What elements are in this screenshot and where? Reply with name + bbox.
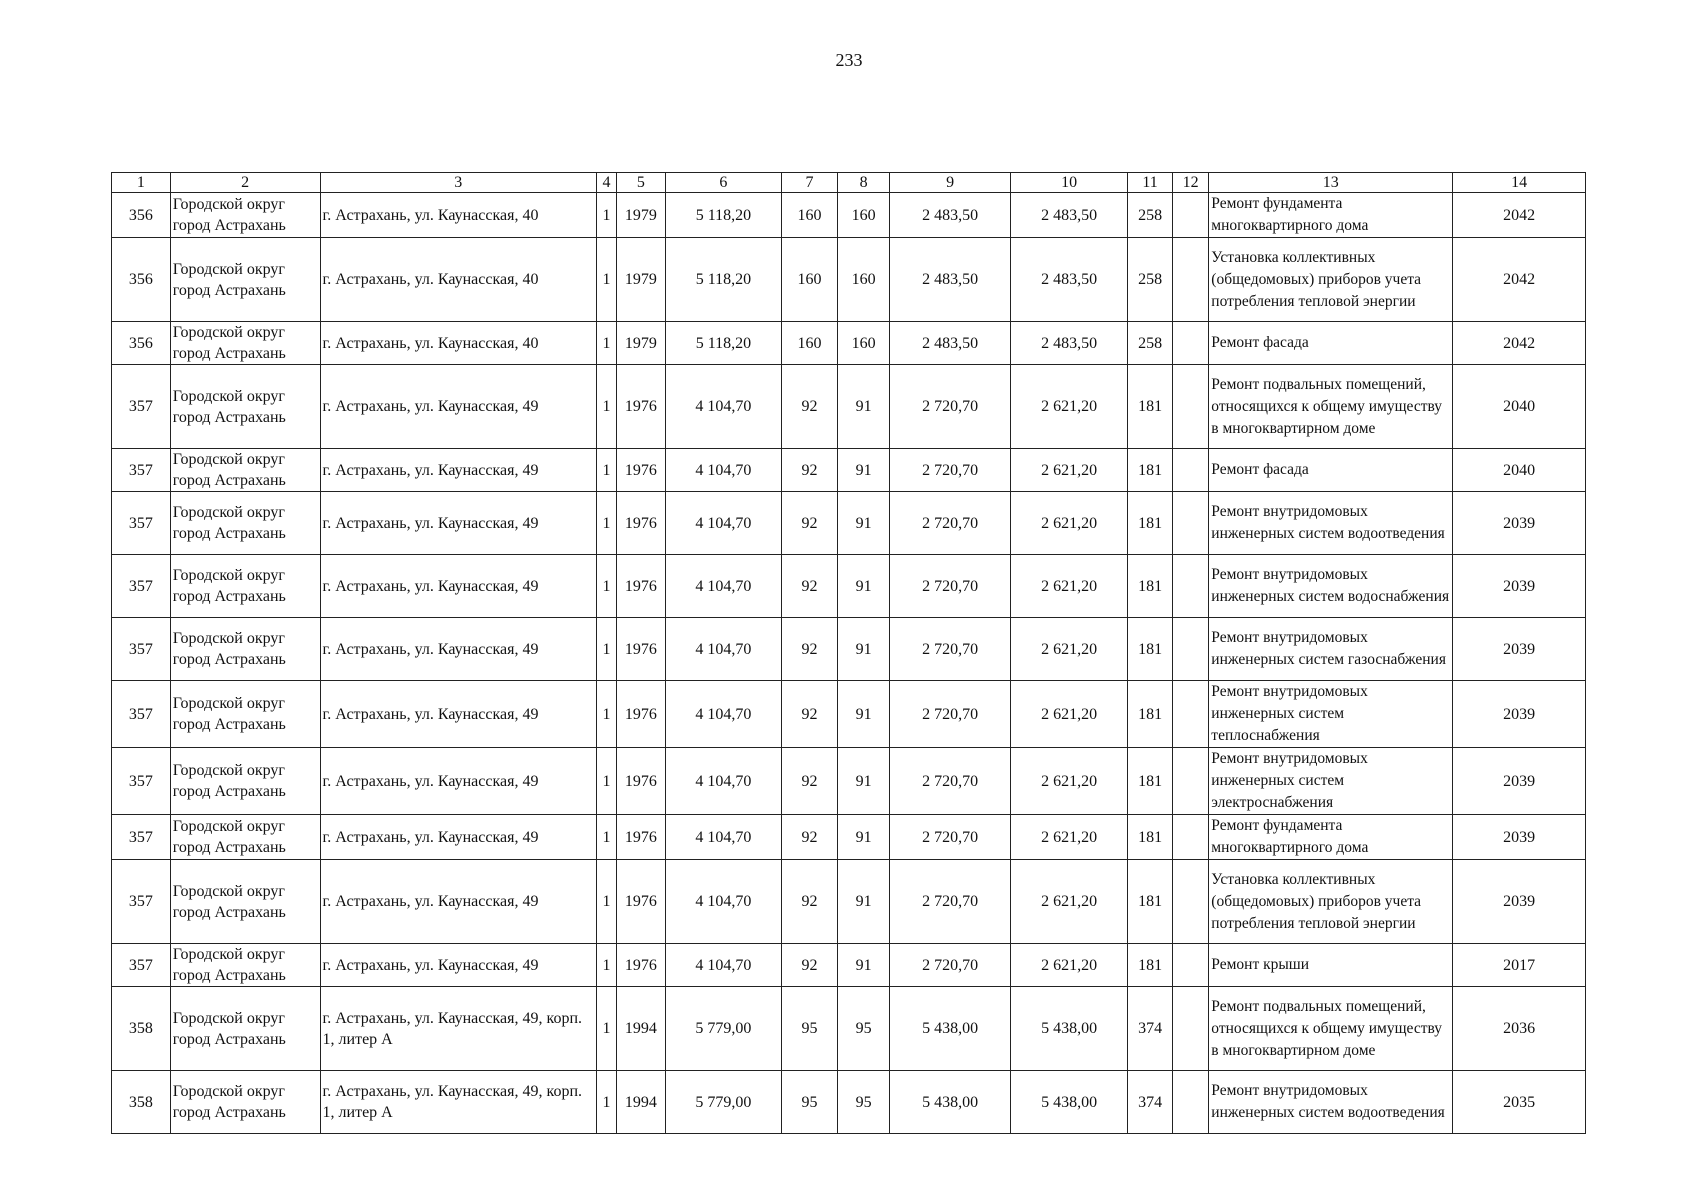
cell-district: Городской округ город Астрахань bbox=[170, 815, 320, 860]
cell-year-built: 1976 bbox=[617, 944, 666, 987]
cell-col-4: 1 bbox=[596, 492, 616, 555]
cell-area-10: 2 621,20 bbox=[1010, 748, 1127, 815]
cell-col-7: 160 bbox=[782, 238, 838, 322]
cell-residential-area: 2 720,70 bbox=[890, 365, 1010, 449]
cell-col-4: 1 bbox=[596, 618, 616, 681]
cell-planned-year: 2042 bbox=[1453, 193, 1586, 238]
cell-col-12 bbox=[1172, 322, 1208, 365]
cell-address: г. Астрахань, ул. Каунасская, 49 bbox=[320, 618, 596, 681]
cell-col-12 bbox=[1172, 193, 1208, 238]
cell-col-8: 160 bbox=[837, 322, 890, 365]
cell-col-8: 91 bbox=[837, 449, 890, 492]
cell-col-8: 95 bbox=[837, 1071, 890, 1134]
cell-residential-area: 2 720,70 bbox=[890, 449, 1010, 492]
cell-col-4: 1 bbox=[596, 748, 616, 815]
cell-work-type: Ремонт внутридомовых инженерных систем водоснабжения bbox=[1209, 555, 1453, 618]
cell-col-7: 160 bbox=[782, 322, 838, 365]
cell-col-12 bbox=[1172, 618, 1208, 681]
cell-address: г. Астрахань, ул. Каунасская, 49 bbox=[320, 681, 596, 748]
cell-row-number: 357 bbox=[112, 944, 171, 987]
cell-col-8: 91 bbox=[837, 944, 890, 987]
cell-address: г. Астрахань, ул. Каунасская, 49 bbox=[320, 944, 596, 987]
cell-col-12 bbox=[1172, 815, 1208, 860]
cell-area-10: 2 621,20 bbox=[1010, 555, 1127, 618]
cell-area-10: 2 621,20 bbox=[1010, 860, 1127, 944]
cell-address: г. Астрахань, ул. Каунасская, 40 bbox=[320, 193, 596, 238]
table-row bbox=[112, 555, 1586, 618]
cell-planned-year: 2039 bbox=[1453, 492, 1586, 555]
cell-col-7: 92 bbox=[782, 555, 838, 618]
cell-district: Городской округ город Астрахань bbox=[170, 681, 320, 748]
column-header-13: 13 bbox=[1209, 173, 1453, 193]
cell-area-10: 2 483,50 bbox=[1010, 193, 1127, 238]
cell-address: г. Астрахань, ул. Каунасская, 49 bbox=[320, 555, 596, 618]
cell-address: г. Астрахань, ул. Каунасская, 49 bbox=[320, 815, 596, 860]
cell-address: г. Астрахань, ул. Каунасская, 40 bbox=[320, 322, 596, 365]
cell-col-8: 91 bbox=[837, 555, 890, 618]
cell-col-4: 1 bbox=[596, 449, 616, 492]
cell-year-built: 1994 bbox=[617, 987, 666, 1071]
cell-planned-year: 2039 bbox=[1453, 860, 1586, 944]
table-row bbox=[112, 987, 1586, 1071]
table-row bbox=[112, 492, 1586, 555]
column-header-14: 14 bbox=[1453, 173, 1586, 193]
table-row bbox=[112, 681, 1586, 748]
cell-address: г. Астрахань, ул. Каунасская, 49, корп. 1, литер А bbox=[320, 987, 596, 1071]
table-row bbox=[112, 322, 1586, 365]
cell-address: г. Астрахань, ул. Каунасская, 49, корп. 1, литер А bbox=[320, 1071, 596, 1134]
cell-row-number: 357 bbox=[112, 748, 171, 815]
cell-total-area: 4 104,70 bbox=[665, 944, 781, 987]
cell-residents: 181 bbox=[1128, 748, 1173, 815]
table-row bbox=[112, 860, 1586, 944]
cell-work-type: Ремонт внутридомовых инженерных систем водоотведения bbox=[1209, 1071, 1453, 1134]
cell-year-built: 1976 bbox=[617, 681, 666, 748]
cell-year-built: 1976 bbox=[617, 748, 666, 815]
cell-col-8: 91 bbox=[837, 748, 890, 815]
cell-col-4: 1 bbox=[596, 238, 616, 322]
cell-residential-area: 2 720,70 bbox=[890, 681, 1010, 748]
cell-district: Городской округ город Астрахань bbox=[170, 238, 320, 322]
cell-planned-year: 2039 bbox=[1453, 555, 1586, 618]
cell-row-number: 357 bbox=[112, 815, 171, 860]
cell-total-area: 4 104,70 bbox=[665, 555, 781, 618]
cell-total-area: 4 104,70 bbox=[665, 815, 781, 860]
cell-col-4: 1 bbox=[596, 365, 616, 449]
cell-row-number: 356 bbox=[112, 238, 171, 322]
cell-planned-year: 2039 bbox=[1453, 815, 1586, 860]
cell-col-8: 91 bbox=[837, 860, 890, 944]
cell-residents: 181 bbox=[1128, 618, 1173, 681]
cell-district: Городской округ город Астрахань bbox=[170, 1071, 320, 1134]
cell-district: Городской округ город Астрахань bbox=[170, 449, 320, 492]
cell-col-4: 1 bbox=[596, 815, 616, 860]
cell-residential-area: 2 720,70 bbox=[890, 555, 1010, 618]
cell-col-12 bbox=[1172, 1071, 1208, 1134]
cell-row-number: 358 bbox=[112, 987, 171, 1071]
cell-residential-area: 2 720,70 bbox=[890, 944, 1010, 987]
column-header-7: 7 bbox=[782, 173, 838, 193]
cell-col-7: 92 bbox=[782, 681, 838, 748]
cell-col-7: 160 bbox=[782, 193, 838, 238]
cell-area-10: 2 483,50 bbox=[1010, 322, 1127, 365]
cell-col-12 bbox=[1172, 681, 1208, 748]
table-row bbox=[112, 618, 1586, 681]
cell-row-number: 357 bbox=[112, 860, 171, 944]
cell-year-built: 1976 bbox=[617, 555, 666, 618]
column-header-3: 3 bbox=[320, 173, 596, 193]
cell-total-area: 5 118,20 bbox=[665, 238, 781, 322]
cell-col-8: 91 bbox=[837, 492, 890, 555]
table-row bbox=[112, 1071, 1586, 1134]
table-row bbox=[112, 238, 1586, 322]
cell-area-10: 2 621,20 bbox=[1010, 944, 1127, 987]
cell-district: Городской округ город Астрахань bbox=[170, 618, 320, 681]
cell-col-4: 1 bbox=[596, 681, 616, 748]
cell-work-type: Ремонт внутридомовых инженерных систем водоотведения bbox=[1209, 492, 1453, 555]
table-row bbox=[112, 815, 1586, 860]
cell-residential-area: 2 483,50 bbox=[890, 193, 1010, 238]
cell-residential-area: 2 720,70 bbox=[890, 815, 1010, 860]
cell-planned-year: 2035 bbox=[1453, 1071, 1586, 1134]
cell-year-built: 1976 bbox=[617, 618, 666, 681]
cell-address: г. Астрахань, ул. Каунасская, 40 bbox=[320, 238, 596, 322]
cell-row-number: 357 bbox=[112, 449, 171, 492]
cell-col-4: 1 bbox=[596, 860, 616, 944]
cell-district: Городской округ город Астрахань bbox=[170, 944, 320, 987]
cell-area-10: 2 621,20 bbox=[1010, 618, 1127, 681]
column-header-11: 11 bbox=[1128, 173, 1173, 193]
cell-row-number: 357 bbox=[112, 365, 171, 449]
cell-total-area: 4 104,70 bbox=[665, 748, 781, 815]
cell-col-7: 92 bbox=[782, 748, 838, 815]
cell-address: г. Астрахань, ул. Каунасская, 49 bbox=[320, 365, 596, 449]
column-header-6: 6 bbox=[665, 173, 781, 193]
cell-total-area: 5 779,00 bbox=[665, 987, 781, 1071]
cell-residential-area: 5 438,00 bbox=[890, 987, 1010, 1071]
cell-col-12 bbox=[1172, 238, 1208, 322]
cell-planned-year: 2017 bbox=[1453, 944, 1586, 987]
cell-total-area: 4 104,70 bbox=[665, 449, 781, 492]
cell-work-type: Ремонт фасада bbox=[1209, 322, 1453, 365]
cell-total-area: 4 104,70 bbox=[665, 365, 781, 449]
register-table bbox=[111, 172, 1586, 1134]
cell-work-type: Установка коллективных (общедомовых) приборов учета потребления тепловой энергии bbox=[1209, 238, 1453, 322]
cell-work-type: Ремонт фундамента многоквартирного дома bbox=[1209, 815, 1453, 860]
column-header-10: 10 bbox=[1010, 173, 1127, 193]
cell-area-10: 2 621,20 bbox=[1010, 681, 1127, 748]
cell-area-10: 5 438,00 bbox=[1010, 987, 1127, 1071]
cell-col-12 bbox=[1172, 449, 1208, 492]
cell-row-number: 356 bbox=[112, 193, 171, 238]
cell-address: г. Астрахань, ул. Каунасская, 49 bbox=[320, 492, 596, 555]
cell-residents: 181 bbox=[1128, 492, 1173, 555]
cell-col-12 bbox=[1172, 748, 1208, 815]
cell-col-8: 160 bbox=[837, 193, 890, 238]
cell-district: Городской округ город Астрахань bbox=[170, 492, 320, 555]
cell-district: Городской округ город Астрахань bbox=[170, 555, 320, 618]
cell-residents: 181 bbox=[1128, 555, 1173, 618]
cell-work-type: Ремонт крыши bbox=[1209, 944, 1453, 987]
cell-col-8: 91 bbox=[837, 815, 890, 860]
cell-col-4: 1 bbox=[596, 944, 616, 987]
cell-residents: 181 bbox=[1128, 944, 1173, 987]
cell-district: Городской округ город Астрахань bbox=[170, 987, 320, 1071]
cell-col-7: 92 bbox=[782, 492, 838, 555]
cell-area-10: 2 621,20 bbox=[1010, 492, 1127, 555]
table-row bbox=[112, 449, 1586, 492]
cell-col-4: 1 bbox=[596, 322, 616, 365]
cell-col-8: 91 bbox=[837, 681, 890, 748]
cell-col-7: 92 bbox=[782, 365, 838, 449]
cell-total-area: 5 118,20 bbox=[665, 193, 781, 238]
cell-year-built: 1976 bbox=[617, 815, 666, 860]
cell-work-type: Ремонт внутридомовых инженерных систем электроснабжения bbox=[1209, 748, 1453, 815]
cell-col-7: 92 bbox=[782, 815, 838, 860]
cell-col-12 bbox=[1172, 987, 1208, 1071]
cell-col-7: 92 bbox=[782, 449, 838, 492]
cell-col-12 bbox=[1172, 492, 1208, 555]
cell-work-type: Ремонт внутридомовых инженерных систем теплоснабжения bbox=[1209, 681, 1453, 748]
column-header-4: 4 bbox=[596, 173, 616, 193]
cell-area-10: 2 483,50 bbox=[1010, 238, 1127, 322]
cell-year-built: 1994 bbox=[617, 1071, 666, 1134]
cell-residential-area: 2 720,70 bbox=[890, 618, 1010, 681]
cell-district: Городской округ город Астрахань bbox=[170, 322, 320, 365]
cell-year-built: 1976 bbox=[617, 492, 666, 555]
table-row bbox=[112, 193, 1586, 238]
cell-col-12 bbox=[1172, 365, 1208, 449]
cell-area-10: 5 438,00 bbox=[1010, 1071, 1127, 1134]
column-header-12: 12 bbox=[1172, 173, 1208, 193]
cell-residential-area: 2 720,70 bbox=[890, 748, 1010, 815]
cell-row-number: 357 bbox=[112, 492, 171, 555]
column-header-8: 8 bbox=[837, 173, 890, 193]
cell-col-12 bbox=[1172, 860, 1208, 944]
cell-col-7: 92 bbox=[782, 944, 838, 987]
cell-year-built: 1976 bbox=[617, 365, 666, 449]
cell-work-type: Ремонт фасада bbox=[1209, 449, 1453, 492]
cell-work-type: Ремонт фундамента многоквартирного дома bbox=[1209, 193, 1453, 238]
cell-total-area: 5 118,20 bbox=[665, 322, 781, 365]
cell-planned-year: 2039 bbox=[1453, 748, 1586, 815]
table-row bbox=[112, 944, 1586, 987]
cell-residents: 258 bbox=[1128, 193, 1173, 238]
cell-col-7: 92 bbox=[782, 860, 838, 944]
cell-col-12 bbox=[1172, 555, 1208, 618]
cell-planned-year: 2039 bbox=[1453, 618, 1586, 681]
cell-total-area: 4 104,70 bbox=[665, 681, 781, 748]
cell-work-type: Установка коллективных (общедомовых) приборов учета потребления тепловой энергии bbox=[1209, 860, 1453, 944]
cell-col-12 bbox=[1172, 944, 1208, 987]
table-body bbox=[112, 193, 1586, 1134]
cell-residents: 181 bbox=[1128, 449, 1173, 492]
cell-row-number: 357 bbox=[112, 681, 171, 748]
cell-residents: 181 bbox=[1128, 365, 1173, 449]
cell-residential-area: 2 720,70 bbox=[890, 492, 1010, 555]
cell-planned-year: 2042 bbox=[1453, 322, 1586, 365]
cell-residents: 374 bbox=[1128, 987, 1173, 1071]
cell-address: г. Астрахань, ул. Каунасская, 49 bbox=[320, 748, 596, 815]
column-header-1: 1 bbox=[112, 173, 171, 193]
column-header-9: 9 bbox=[890, 173, 1010, 193]
column-header-5: 5 bbox=[617, 173, 666, 193]
cell-planned-year: 2040 bbox=[1453, 449, 1586, 492]
cell-year-built: 1976 bbox=[617, 449, 666, 492]
column-header-2: 2 bbox=[170, 173, 320, 193]
cell-row-number: 357 bbox=[112, 555, 171, 618]
cell-residential-area: 2 483,50 bbox=[890, 322, 1010, 365]
cell-year-built: 1976 bbox=[617, 860, 666, 944]
cell-district: Городской округ город Астрахань bbox=[170, 193, 320, 238]
cell-address: г. Астрахань, ул. Каунасская, 49 bbox=[320, 860, 596, 944]
cell-col-8: 160 bbox=[837, 238, 890, 322]
cell-work-type: Ремонт подвальных помещений, относящихся к общему имуществу в многоквартирном доме bbox=[1209, 365, 1453, 449]
cell-col-8: 91 bbox=[837, 365, 890, 449]
cell-total-area: 5 779,00 bbox=[665, 1071, 781, 1134]
page-number: 233 bbox=[835, 50, 863, 70]
cell-planned-year: 2036 bbox=[1453, 987, 1586, 1071]
cell-area-10: 2 621,20 bbox=[1010, 815, 1127, 860]
table-row bbox=[112, 365, 1586, 449]
cell-year-built: 1979 bbox=[617, 322, 666, 365]
cell-col-4: 1 bbox=[596, 555, 616, 618]
cell-residents: 374 bbox=[1128, 1071, 1173, 1134]
cell-col-7: 95 bbox=[782, 987, 838, 1071]
cell-planned-year: 2040 bbox=[1453, 365, 1586, 449]
cell-residents: 258 bbox=[1128, 238, 1173, 322]
cell-col-8: 91 bbox=[837, 618, 890, 681]
cell-col-7: 95 bbox=[782, 1071, 838, 1134]
cell-district: Городской округ город Астрахань bbox=[170, 365, 320, 449]
cell-col-4: 1 bbox=[596, 193, 616, 238]
cell-total-area: 4 104,70 bbox=[665, 860, 781, 944]
cell-total-area: 4 104,70 bbox=[665, 618, 781, 681]
cell-residents: 181 bbox=[1128, 860, 1173, 944]
table-row bbox=[112, 748, 1586, 815]
cell-residents: 181 bbox=[1128, 815, 1173, 860]
cell-col-4: 1 bbox=[596, 1071, 616, 1134]
header-row bbox=[112, 173, 1586, 193]
cell-district: Городской округ город Астрахань bbox=[170, 748, 320, 815]
cell-work-type: Ремонт внутридомовых инженерных систем газоснабжения bbox=[1209, 618, 1453, 681]
cell-year-built: 1979 bbox=[617, 238, 666, 322]
cell-work-type: Ремонт подвальных помещений, относящихся к общему имуществу в многоквартирном доме bbox=[1209, 987, 1453, 1071]
cell-district: Городской округ город Астрахань bbox=[170, 860, 320, 944]
cell-area-10: 2 621,20 bbox=[1010, 449, 1127, 492]
cell-residential-area: 2 720,70 bbox=[890, 860, 1010, 944]
cell-row-number: 358 bbox=[112, 1071, 171, 1134]
cell-total-area: 4 104,70 bbox=[665, 492, 781, 555]
cell-row-number: 356 bbox=[112, 322, 171, 365]
cell-address: г. Астрахань, ул. Каунасская, 49 bbox=[320, 449, 596, 492]
cell-col-8: 95 bbox=[837, 987, 890, 1071]
cell-col-4: 1 bbox=[596, 987, 616, 1071]
cell-year-built: 1979 bbox=[617, 193, 666, 238]
cell-row-number: 357 bbox=[112, 618, 171, 681]
cell-residential-area: 2 483,50 bbox=[890, 238, 1010, 322]
cell-planned-year: 2039 bbox=[1453, 681, 1586, 748]
cell-residential-area: 5 438,00 bbox=[890, 1071, 1010, 1134]
cell-col-7: 92 bbox=[782, 618, 838, 681]
cell-residents: 181 bbox=[1128, 681, 1173, 748]
cell-area-10: 2 621,20 bbox=[1010, 365, 1127, 449]
cell-planned-year: 2042 bbox=[1453, 238, 1586, 322]
cell-residents: 258 bbox=[1128, 322, 1173, 365]
